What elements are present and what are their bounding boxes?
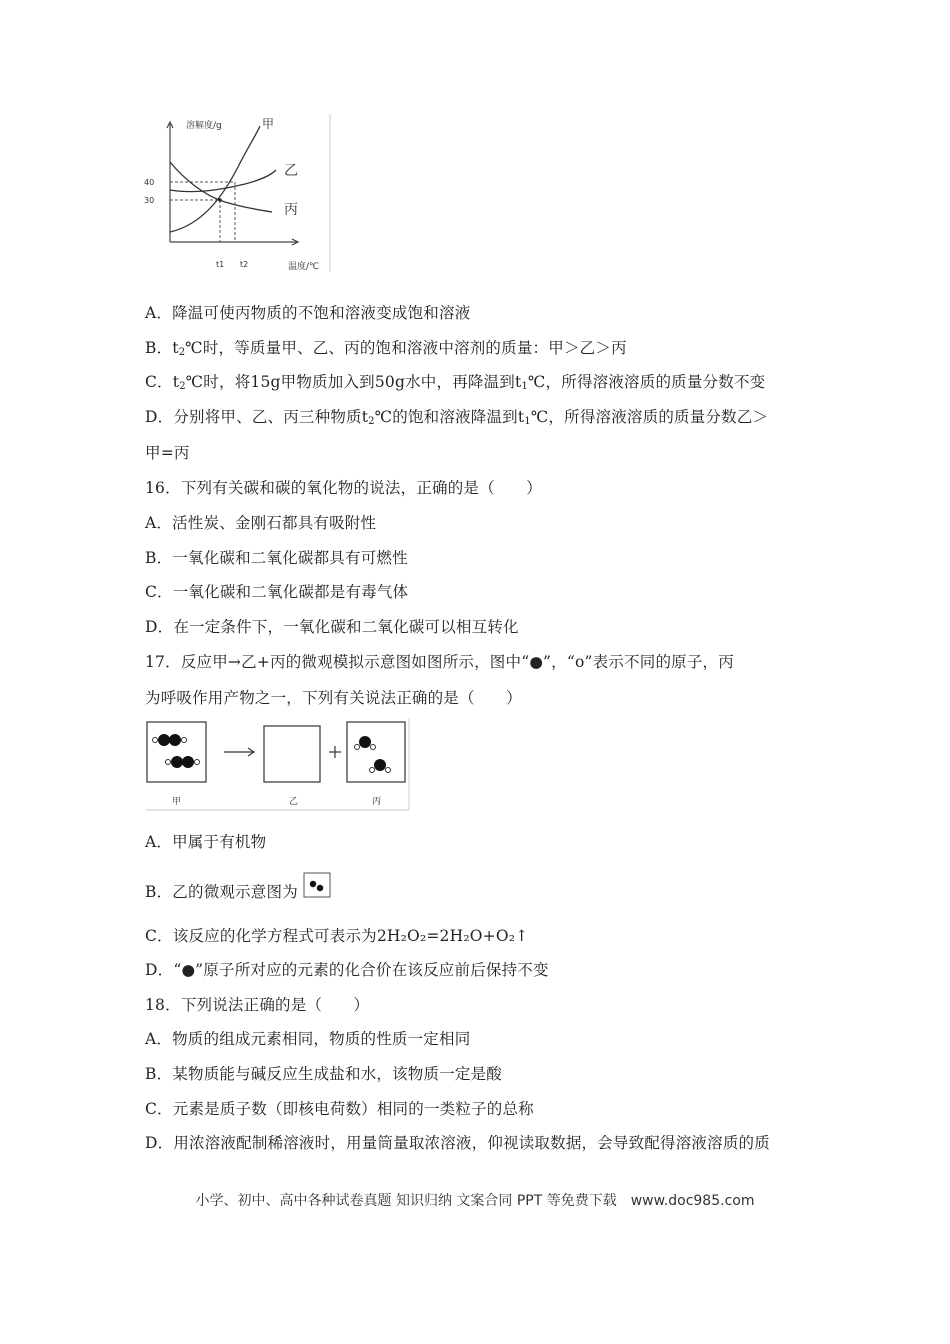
q15-option-b: B．$t_2℃$时，等质量甲、乙、丙的饱和溶液中溶剂的质量：甲＞乙＞丙 xyxy=(145,339,627,358)
series-label-jia: 甲 xyxy=(262,117,275,131)
q16-stem: 16．下列有关碳和碳的氧化物的说法，正确的是（ ） xyxy=(145,479,542,497)
q16-option-c: C．一氧化碳和二氧化碳都是有毒气体 xyxy=(145,583,409,601)
series-label-yi: 乙 xyxy=(284,163,298,179)
q15-option-d: D．分别将甲、乙、丙三种物质$t_2℃$的饱和溶液降温到$t_1℃$，所得溶液溶质的质量分数乙＞ xyxy=(145,408,769,427)
q16-option-b: B．一氧化碳和二氧化碳都具有可燃性 xyxy=(145,549,408,567)
box-yi xyxy=(264,726,320,782)
q15-option-a: A．降温可使丙物质的不饱和溶液变成饱和溶液 xyxy=(145,304,471,322)
solubility-chart xyxy=(144,112,335,277)
q18-option-c: C．元素是质子数（即核电荷数）相同的一类粒子的总称 xyxy=(145,1100,534,1118)
q18-option-d: D．用浓溶液配制稀溶液时，用量筒量取浓溶液，仰视读取数据，会导致配得溶液溶质的质 xyxy=(145,1134,770,1152)
series-yi-line xyxy=(170,170,276,192)
x-tick-t1: t1 xyxy=(216,260,225,269)
q18-option-a: A．物质的组成元素相同，物质的性质一定相同 xyxy=(145,1030,471,1048)
y-axis-label: 溶解度/g xyxy=(186,121,222,131)
label-bing: 丙 xyxy=(372,797,382,807)
q16-option-a: A．活性炭、金刚石都具有吸附性 xyxy=(145,514,377,532)
x-axis-label: 温度/℃ xyxy=(288,262,320,272)
q17-option-b: B．乙的微观示意图为 xyxy=(145,883,298,901)
q18-option-b: B．某物质能与碱反应生成盐和水，该物质一定是酸 xyxy=(145,1065,502,1083)
label-jia: 甲 xyxy=(172,797,182,807)
q15-option-c: C．$t_2℃$时，将15g甲物质加入到50g水中，再降温到$t_1℃$，所得溶液溶质的质量分数不变 xyxy=(145,373,766,392)
q15-option-d-cont: 甲=丙 xyxy=(145,444,190,462)
series-label-bing: 丙 xyxy=(284,202,298,218)
q17-option-a: A．甲属于有机物 xyxy=(145,833,267,851)
q17-option-c: C．该反应的化学方程式可表示为2H₂O₂=2H₂O+O₂↑ xyxy=(145,927,529,945)
q16-option-d: D．在一定条件下，一氧化碳和二氧化碳可以相互转化 xyxy=(145,618,519,636)
reaction-diagram xyxy=(146,718,414,814)
yi-molecule-icon xyxy=(303,872,331,898)
q17-stem-2: 为呼吸作用产物之一，下列有关说法正确的是（ ） xyxy=(145,689,522,707)
box-bing xyxy=(347,722,405,782)
q17-stem-1: 17．反应甲→乙+丙的微观模拟示意图如图所示，图中“●”，“o”表示不同的原子，丙 xyxy=(145,653,734,671)
y-tick-30: 30 xyxy=(144,196,155,205)
page-footer: 小学、初中、高中各种试卷真题 知识归纳 文案合同 PPT 等免费下载 www.doc985.com xyxy=(195,1193,755,1209)
series-jia-line xyxy=(170,126,260,232)
series-bing-line xyxy=(170,162,272,212)
q18-stem: 18．下列说法正确的是（ ） xyxy=(145,996,370,1014)
y-tick-40: 40 xyxy=(144,178,155,187)
box-jia xyxy=(147,722,206,782)
x-tick-t2: t2 xyxy=(240,260,249,269)
label-yi: 乙 xyxy=(289,797,299,807)
q17-option-d: D．“●”原子所对应的元素的化合价在该反应前后保持不变 xyxy=(145,961,549,979)
